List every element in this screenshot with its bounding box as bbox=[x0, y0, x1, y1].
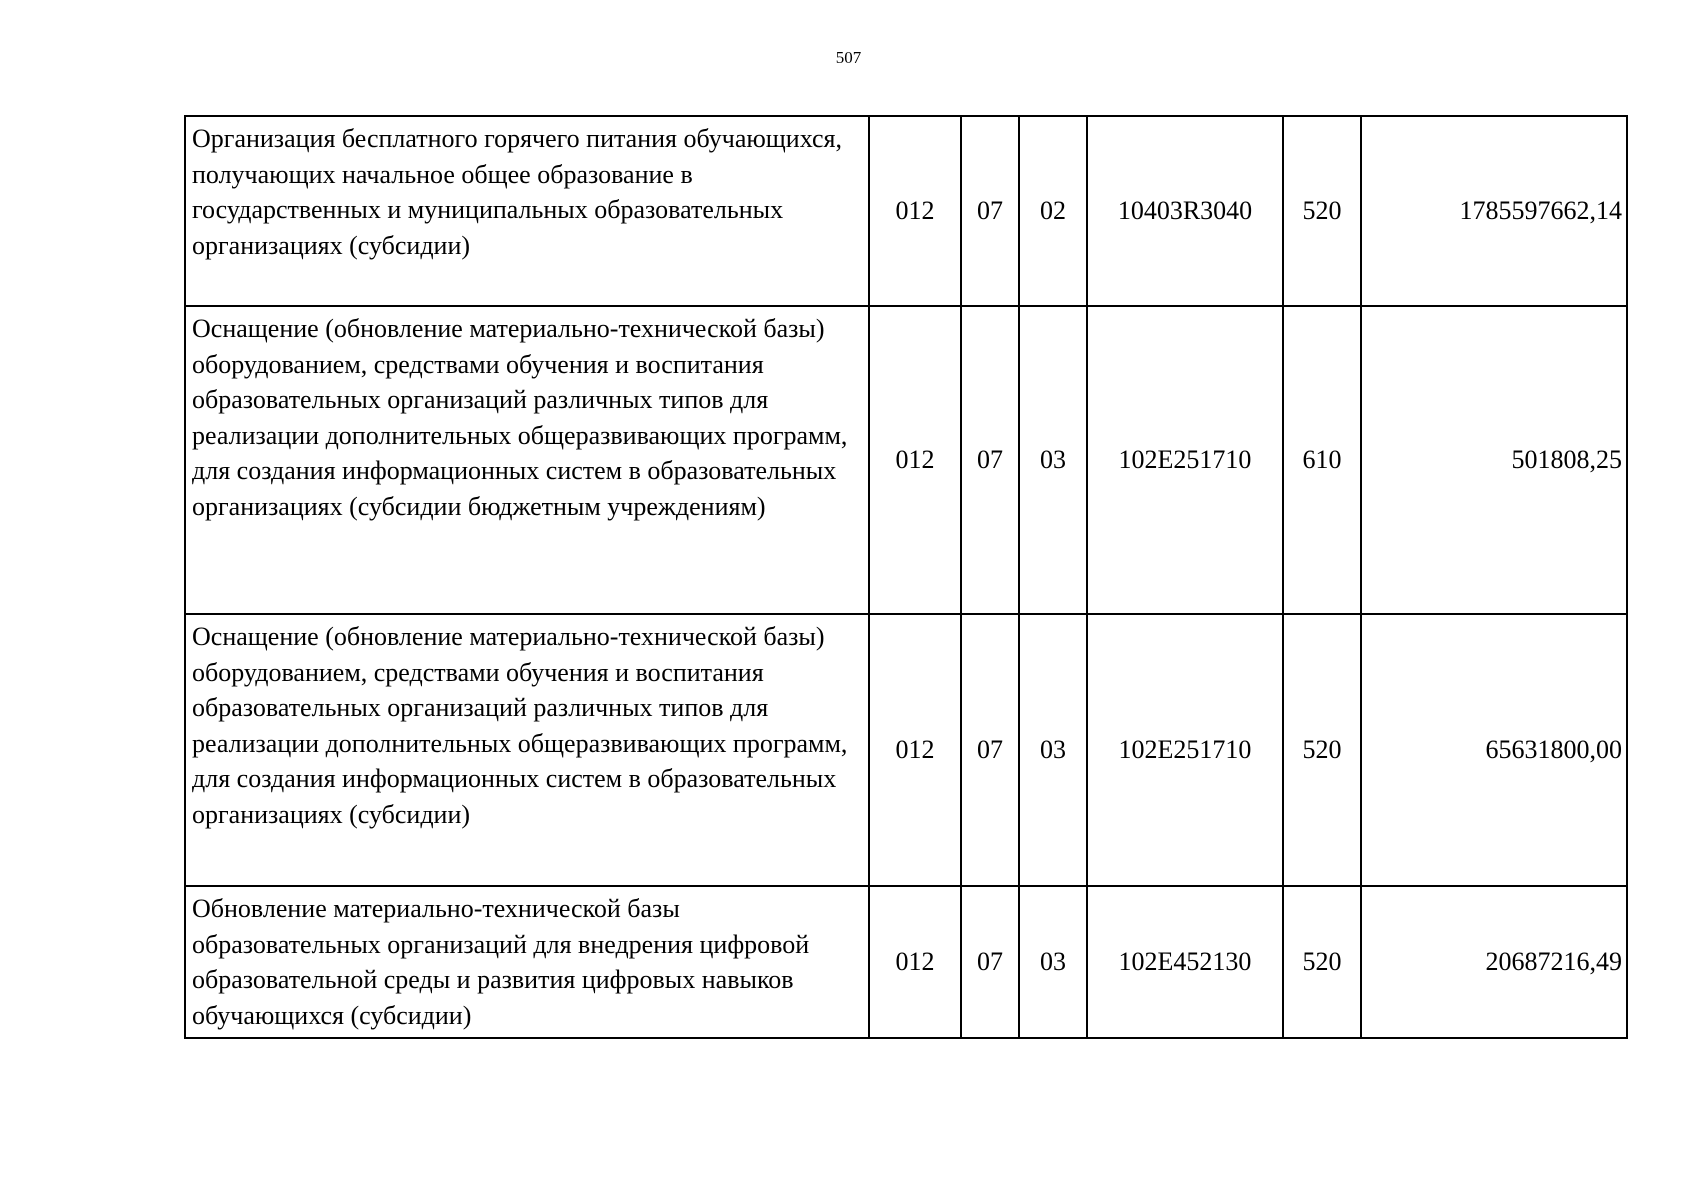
row-description: Организация бесплатного горячего питания обучающихся, получающих начальное общее образование в государственных и муниципальных образовательных организациях (субсидии) bbox=[185, 116, 869, 306]
row-grbs-code: 012 bbox=[869, 116, 961, 306]
row-target-article: 10403R3040 bbox=[1087, 116, 1283, 306]
row-subsection-code: 03 bbox=[1019, 886, 1087, 1038]
table-row bbox=[185, 306, 1627, 614]
row-target-article: 102E251710 bbox=[1087, 306, 1283, 614]
row-description: Оснащение (обновление материально-технической базы) оборудованием, средствами обучения и воспитания образовательных организаций различных типов для реализации дополнительных общеразвивающих программ, для создания информационных систем в образовательных организациях (субсидии бюджетным учреждениям) bbox=[185, 306, 869, 614]
row-grbs-code: 012 bbox=[869, 614, 961, 886]
row-amount: 1785597662,14 bbox=[1361, 116, 1627, 306]
row-subsection-code: 02 bbox=[1019, 116, 1087, 306]
row-grbs-code: 012 bbox=[869, 886, 961, 1038]
row-grbs-code: 012 bbox=[869, 306, 961, 614]
row-amount: 20687216,49 bbox=[1361, 886, 1627, 1038]
row-section-code: 07 bbox=[961, 886, 1019, 1038]
row-section-code: 07 bbox=[961, 306, 1019, 614]
row-target-article: 102E251710 bbox=[1087, 614, 1283, 886]
table-row bbox=[185, 614, 1627, 886]
row-section-code: 07 bbox=[961, 116, 1019, 306]
row-section-code: 07 bbox=[961, 614, 1019, 886]
page-number: 507 bbox=[835, 48, 862, 67]
row-description: Оснащение (обновление материально-технической базы) оборудованием, средствами обучения и воспитания образовательных организаций различных типов для реализации дополнительных общеразвивающих программ, для создания информационных систем в образовательных организациях (субсидии) bbox=[185, 614, 869, 886]
row-amount: 65631800,00 bbox=[1361, 614, 1627, 886]
row-description: Обновление материально-технической базы образовательных организаций для внедрения цифровой образовательной среды и развития цифровых навыков обучающихся (субсидии) bbox=[185, 886, 869, 1038]
row-target-article: 102E452130 bbox=[1087, 886, 1283, 1038]
budget-table bbox=[184, 115, 1628, 1039]
row-subsection-code: 03 bbox=[1019, 306, 1087, 614]
row-expense-type: 520 bbox=[1283, 116, 1361, 306]
row-expense-type: 520 bbox=[1283, 886, 1361, 1038]
row-amount: 501808,25 bbox=[1361, 306, 1627, 614]
row-expense-type: 610 bbox=[1283, 306, 1361, 614]
table-row bbox=[185, 116, 1627, 306]
row-subsection-code: 03 bbox=[1019, 614, 1087, 886]
table-row bbox=[185, 886, 1627, 1038]
row-expense-type: 520 bbox=[1283, 614, 1361, 886]
